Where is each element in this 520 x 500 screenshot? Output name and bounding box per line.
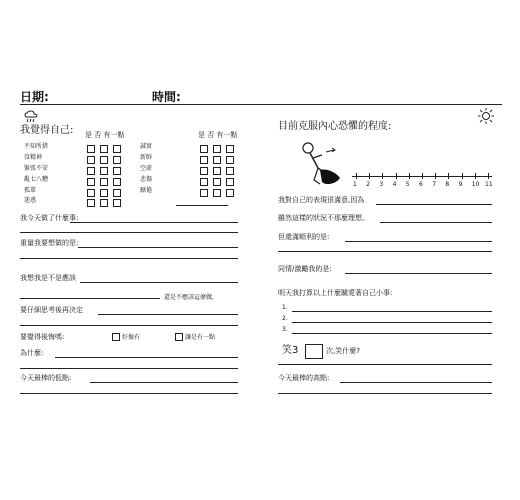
answer-line[interactable] xyxy=(345,241,492,242)
answer-line[interactable] xyxy=(20,393,238,394)
answer-line[interactable] xyxy=(292,311,492,312)
trait-label: 空虛 xyxy=(140,165,153,172)
trait-checkbox[interactable] xyxy=(213,167,221,175)
scale-tick xyxy=(448,173,449,179)
answer-line[interactable] xyxy=(55,357,238,358)
trait-checkbox[interactable] xyxy=(113,178,121,186)
right-q4: 同情/激勵我的是: xyxy=(278,265,332,273)
trait-checkbox[interactable] xyxy=(200,145,208,153)
left-q2: 重量我要想做的是: xyxy=(20,239,79,247)
trait-checkbox[interactable] xyxy=(200,178,208,186)
scale-label: 10 xyxy=(471,181,480,188)
trait-checkbox[interactable] xyxy=(100,156,108,164)
answer-line[interactable] xyxy=(98,314,238,315)
scale-tick xyxy=(488,173,489,179)
trait-checkbox[interactable] xyxy=(100,167,108,175)
answer-line[interactable] xyxy=(340,382,492,383)
climbing-figure-icon xyxy=(296,140,346,190)
trait-label: 新鮮 xyxy=(140,154,153,161)
left-q6: 為什麼: xyxy=(20,349,44,357)
answer-line[interactable] xyxy=(292,322,492,323)
scale-label: 2 xyxy=(366,181,371,188)
scale-label: 11 xyxy=(485,181,493,188)
laugh-prefix: 笑3 xyxy=(282,345,299,356)
scale-label: 9 xyxy=(458,181,463,188)
sun-icon xyxy=(478,108,494,124)
trait-checkbox[interactable] xyxy=(113,167,121,175)
trait-label: 迷惑 xyxy=(24,197,37,204)
trait-checkbox[interactable] xyxy=(213,189,221,197)
trait-label: 不知所措 xyxy=(24,143,49,150)
answer-line[interactable] xyxy=(345,273,492,274)
answer-line[interactable] xyxy=(292,333,492,334)
trait-checkbox[interactable] xyxy=(87,189,95,197)
trait-label: 亂七八糟 xyxy=(24,176,49,183)
trait-checkbox[interactable] xyxy=(87,167,95,175)
trait-label: 厭倦 xyxy=(140,187,153,194)
trait-checkbox[interactable] xyxy=(226,167,234,175)
left-q1: 我今天做了什麼事: xyxy=(20,214,79,222)
trait-label: 緊張不安 xyxy=(24,165,49,172)
date-label: 日期: xyxy=(20,90,49,104)
underline xyxy=(176,205,228,206)
laugh-count-box[interactable] xyxy=(305,344,323,359)
answer-line[interactable] xyxy=(380,222,492,223)
scale-tick xyxy=(422,173,423,179)
trait-checkbox[interactable] xyxy=(87,199,95,207)
trait-checkbox[interactable] xyxy=(213,145,221,153)
answer-line[interactable] xyxy=(80,282,238,283)
laugh-suffix: 次,笑什麼? xyxy=(326,347,360,355)
scale-tick xyxy=(475,173,476,179)
trait-checkbox[interactable] xyxy=(87,145,95,153)
scale-tick xyxy=(396,173,397,179)
left-q3: 我想我是不是應該 xyxy=(20,274,76,282)
list-number: 2. xyxy=(282,315,288,322)
scale-label: 1 xyxy=(353,181,357,188)
answer-line[interactable] xyxy=(376,204,492,205)
trait-checkbox[interactable] xyxy=(100,178,108,186)
left-q3-tail: 還是不應該這麼做, xyxy=(164,294,214,301)
scale-label: 5 xyxy=(405,181,410,188)
scale-tick xyxy=(369,173,370,179)
scale-tick xyxy=(409,173,410,179)
right-q5: 明天我打算以上什麼關愛著自己小事: xyxy=(278,289,393,297)
option-2-label: 讓是有一點 xyxy=(185,334,216,341)
scale-label: 4 xyxy=(392,181,397,188)
trait-label: 誠實 xyxy=(140,143,153,150)
trait-checkbox[interactable] xyxy=(226,145,234,153)
right-q3: 但還滿順利的是: xyxy=(278,233,330,241)
trait-checkbox[interactable] xyxy=(87,156,95,164)
left-title: 我覺得自己: xyxy=(20,125,74,136)
left-q5: 要覺得後悔嗎: xyxy=(20,333,65,341)
trait-checkbox[interactable] xyxy=(100,189,108,197)
answer-line[interactable] xyxy=(20,258,238,259)
trait-label: 沒精神 xyxy=(24,154,43,161)
trait-checkbox[interactable] xyxy=(113,199,121,207)
col-headers-right: 是 否 有一點 xyxy=(198,131,238,139)
rain-cloud-icon xyxy=(24,110,38,124)
trait-checkbox[interactable] xyxy=(100,145,108,153)
answer-line[interactable] xyxy=(20,298,160,299)
trait-checkbox[interactable] xyxy=(87,178,95,186)
scale-tick xyxy=(356,173,357,179)
left-q4: 要仔細思考後再決定 xyxy=(20,306,83,314)
right-q1: 我對自己的表現很滿意,因為 xyxy=(278,196,365,204)
trait-checkbox[interactable] xyxy=(200,156,208,164)
time-label: 時間: xyxy=(152,90,181,104)
trait-checkbox[interactable] xyxy=(100,199,108,207)
scale-tick xyxy=(382,173,383,179)
trait-checkbox[interactable] xyxy=(226,156,234,164)
trait-checkbox[interactable] xyxy=(213,178,221,186)
trait-checkbox[interactable] xyxy=(113,145,121,153)
scale-label: 8 xyxy=(445,181,450,188)
right-q2: 雖然這樣的狀況不那麼理想, xyxy=(278,214,365,222)
option-1-label: 好像有 xyxy=(122,334,141,341)
scale-label: 6 xyxy=(419,181,423,188)
answer-line[interactable] xyxy=(20,368,238,369)
trait-checkbox[interactable] xyxy=(113,189,121,197)
trait-checkbox[interactable] xyxy=(113,156,121,164)
answer-line[interactable] xyxy=(20,232,238,233)
trait-checkbox[interactable] xyxy=(200,167,208,175)
list-number: 3. xyxy=(282,326,288,333)
trait-label: 悲傷 xyxy=(140,176,153,183)
trait-checkbox[interactable] xyxy=(213,156,221,164)
list-number: 1. xyxy=(282,304,288,311)
answer-line[interactable] xyxy=(20,325,238,326)
answer-line[interactable] xyxy=(70,222,238,223)
answer-line[interactable] xyxy=(90,382,238,383)
trait-checkbox[interactable] xyxy=(226,189,234,197)
right-title: 目前克服內心恐懼的程度: xyxy=(278,121,392,132)
scale-tick xyxy=(435,173,436,179)
answer-line[interactable] xyxy=(278,364,492,365)
scale-label: 7 xyxy=(432,181,437,188)
header-divider xyxy=(20,104,502,105)
scale-tick xyxy=(462,173,463,179)
checkbox-option-1[interactable] xyxy=(112,333,120,341)
answer-line[interactable] xyxy=(278,393,492,394)
trait-checkbox[interactable] xyxy=(200,189,208,197)
right-q7: 今天最棒的高點: xyxy=(278,374,330,382)
col-headers-left: 是 否 有一點 xyxy=(85,131,125,139)
answer-line[interactable] xyxy=(78,247,238,248)
left-q7: 今天最棒的低點: xyxy=(20,374,72,382)
answer-line[interactable] xyxy=(278,251,492,252)
checkbox-option-2[interactable] xyxy=(175,333,183,341)
trait-checkbox[interactable] xyxy=(226,178,234,186)
scale-label: 3 xyxy=(379,181,384,188)
trait-label: 孤單 xyxy=(24,187,37,194)
